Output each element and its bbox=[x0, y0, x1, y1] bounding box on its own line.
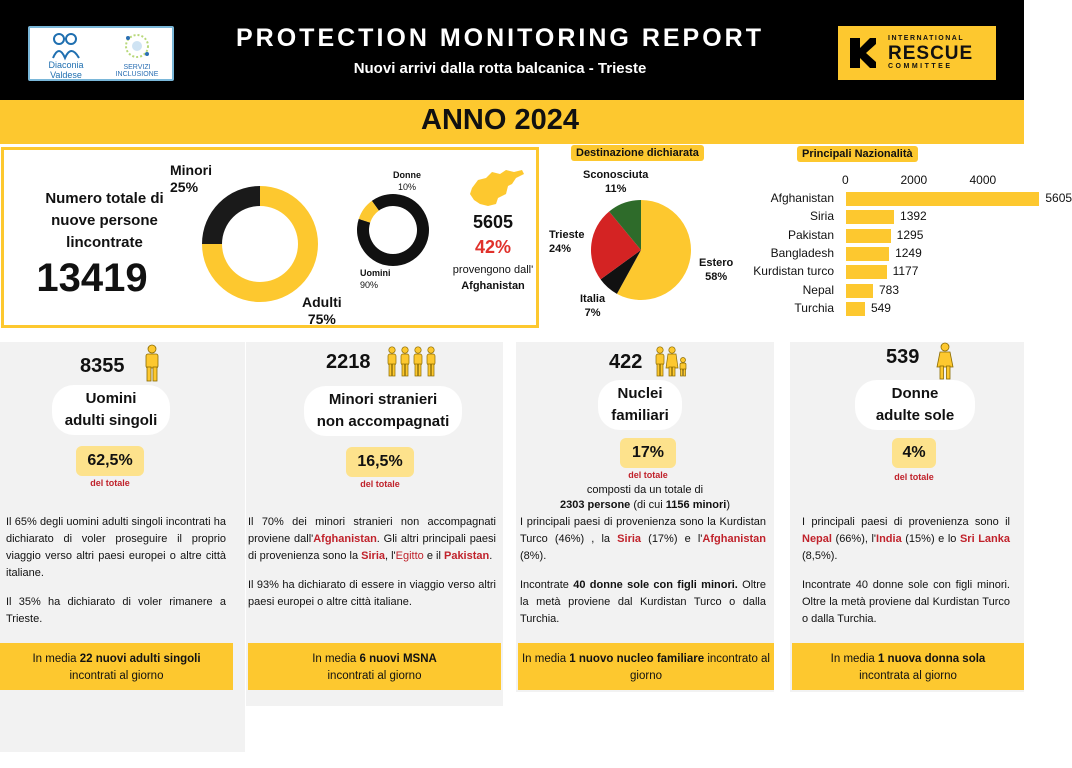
dest-label-trieste: Trieste 24% bbox=[549, 229, 585, 255]
families-del-totale: del totale bbox=[628, 470, 668, 480]
bar-category-label: Nepal bbox=[802, 282, 834, 297]
age-donut-chart bbox=[200, 184, 320, 304]
woman-icon bbox=[934, 342, 956, 380]
page-subtitle: Nuovi arrivi dalla rotta balcanica - Trieste bbox=[353, 60, 647, 77]
families-pct: 17% bbox=[620, 438, 676, 468]
dest-label-italia: Italia 7% bbox=[580, 293, 606, 319]
bar-category-label: Turchia bbox=[794, 300, 834, 315]
men-del-totale: del totale bbox=[90, 478, 130, 488]
irc-text-committee: COMMITTEE bbox=[888, 63, 953, 70]
men-number: 8355 bbox=[80, 355, 125, 377]
afghanistan-text: provengono dall' Afghanistan bbox=[452, 264, 534, 292]
women-number: 539 bbox=[886, 346, 920, 368]
bar-value-label: 783 bbox=[879, 282, 900, 297]
bar-value-label: 549 bbox=[870, 300, 891, 315]
irc-logo bbox=[838, 26, 996, 80]
family-icon bbox=[654, 346, 690, 378]
minors-footer: In media 6 nuovi MSNA incontrati al giorno bbox=[248, 643, 501, 690]
women-label: Donne adulte sole bbox=[855, 380, 975, 430]
destination-title: Destinazione dichiarata bbox=[571, 145, 704, 161]
men-footer: In media 22 nuovi adulti singoli incontrati al giorno bbox=[0, 643, 233, 690]
bar-value-label: 1295 bbox=[896, 227, 924, 242]
bar-category-label: Afghanistan bbox=[770, 191, 834, 205]
children-group-icon bbox=[386, 346, 438, 378]
bar-turchia bbox=[846, 302, 865, 316]
minors-number: 2218 bbox=[326, 351, 371, 373]
bar-bangladesh bbox=[846, 247, 889, 261]
nationalities-title: Principali Nazionalità bbox=[797, 146, 918, 162]
bar-value-label: 1177 bbox=[892, 264, 919, 279]
women-footer: In media 1 nuova donna sola incontrata al giorno bbox=[792, 643, 1024, 690]
women-pct: 4% bbox=[892, 438, 936, 468]
irc-text-rescue: RESCUE bbox=[888, 43, 974, 64]
families-label: Nuclei familiari bbox=[598, 380, 682, 430]
bar-kurdistan-turco bbox=[846, 265, 887, 279]
bar-afghanistan bbox=[846, 192, 1039, 206]
bar-category-label: Bangladesh bbox=[770, 245, 834, 260]
x-tick-label: 4000 bbox=[969, 173, 997, 187]
servizi-inclusione-logo bbox=[104, 32, 170, 76]
bar-siria bbox=[846, 210, 894, 224]
bar-value-label: 1249 bbox=[895, 245, 922, 260]
families-footer: In media 1 nuovo nucleo familiare incontrato al giorno bbox=[518, 643, 774, 690]
diaconia-valdese-text: Diaconia Valdese bbox=[48, 60, 84, 80]
uomini-label: Uomini 90% bbox=[360, 268, 391, 290]
minors-body-text: Il 70% dei minori stranieri non accompagnati proviene dall'Afghanistan. Gli altri principali paesi di provenienza sono la Siria, l'Egitto e il Pakistan. Il 93% ha dichiarato di essere in viaggio verso altri paesi europei o altre città italiane. bbox=[248, 516, 496, 608]
partner-logo bbox=[28, 26, 174, 81]
dest-label-sconosciuta: Sconosciuta 11% bbox=[583, 169, 649, 195]
servizi-inclusione-text: SERVIZI INCLUSIONE bbox=[115, 64, 159, 78]
year-title: ANNO 2024 bbox=[421, 104, 579, 136]
bar-category-label: Pakistan bbox=[787, 227, 834, 242]
minors-del-totale: del totale bbox=[360, 479, 400, 489]
families-composition: composti da un totale di 2303 persone (di cui 1156 minori) bbox=[559, 484, 730, 511]
men-label: Uomini adulti singoli bbox=[52, 385, 170, 435]
men-body-text: Il 65% degli uomini adulti singoli incontrati ha dichiarato di voler proseguire il proprio viaggio verso altri paesi europei o altre città italiane. Il 35% ha dichiarato di voler rimanere a Trieste. bbox=[6, 516, 226, 625]
dest-label-estero: Estero 58% bbox=[699, 257, 734, 283]
bar-value-label: 5605 bbox=[1045, 191, 1072, 205]
minors-label: Minori stranieri non accompagnati bbox=[304, 386, 462, 436]
bar-nepal bbox=[846, 284, 873, 298]
bar-value-label: 1392 bbox=[900, 209, 927, 224]
gender-donut-chart bbox=[356, 193, 430, 267]
man-icon bbox=[142, 344, 162, 382]
bar-category-label: Siria bbox=[809, 209, 834, 224]
nationalities-bar-chart bbox=[740, 170, 1072, 320]
irc-mark-icon bbox=[848, 36, 878, 70]
irc-text-international: INTERNATIONAL bbox=[888, 35, 965, 42]
total-value: 13419 bbox=[36, 256, 148, 300]
afghanistan-map-icon bbox=[468, 166, 526, 210]
x-tick-label: 0 bbox=[842, 173, 849, 187]
families-number: 422 bbox=[609, 351, 643, 373]
x-tick-label: 2000 bbox=[900, 173, 928, 187]
families-body-text: I principali paesi di provenienza sono la Kurdistan Turco (46%) , la Siria (17%) e l'Afghanistan (8%). Incontrate 40 donne sole con figli minori. Oltre la metà proviene dal Kurdistan Turco o dalla Turchia. bbox=[520, 516, 766, 625]
adulti-label: Adulti 75% bbox=[302, 294, 342, 327]
page-title: PROTECTION MONITORING REPORT bbox=[236, 24, 764, 52]
afghanistan-pct: 42% bbox=[474, 237, 512, 257]
destination-pie-chart bbox=[586, 199, 696, 301]
diaconia-valdese-logo bbox=[36, 32, 96, 80]
minors-pct: 16,5% bbox=[346, 447, 414, 477]
donne-label: Donne 10% bbox=[393, 170, 421, 192]
total-label: Numero totale di nuove persone lincontrate bbox=[45, 190, 164, 251]
men-pct: 62,5% bbox=[76, 446, 144, 476]
bar-pakistan bbox=[846, 229, 891, 243]
afghanistan-count: 5605 bbox=[472, 212, 514, 232]
women-del-totale: del totale bbox=[894, 472, 934, 482]
minori-label: Minori 25% bbox=[170, 162, 212, 195]
bar-category-label: Kurdistan turco bbox=[753, 264, 834, 279]
women-body-text: I principali paesi di provenienza sono il Nepal (66%), l'India (15%) e lo Sri Lanka (8,5%). Incontrate 40 donne sole con figli minori. Oltre la metà proviene dal Kurdistan Turco o dalla Turchia. bbox=[802, 516, 1010, 625]
